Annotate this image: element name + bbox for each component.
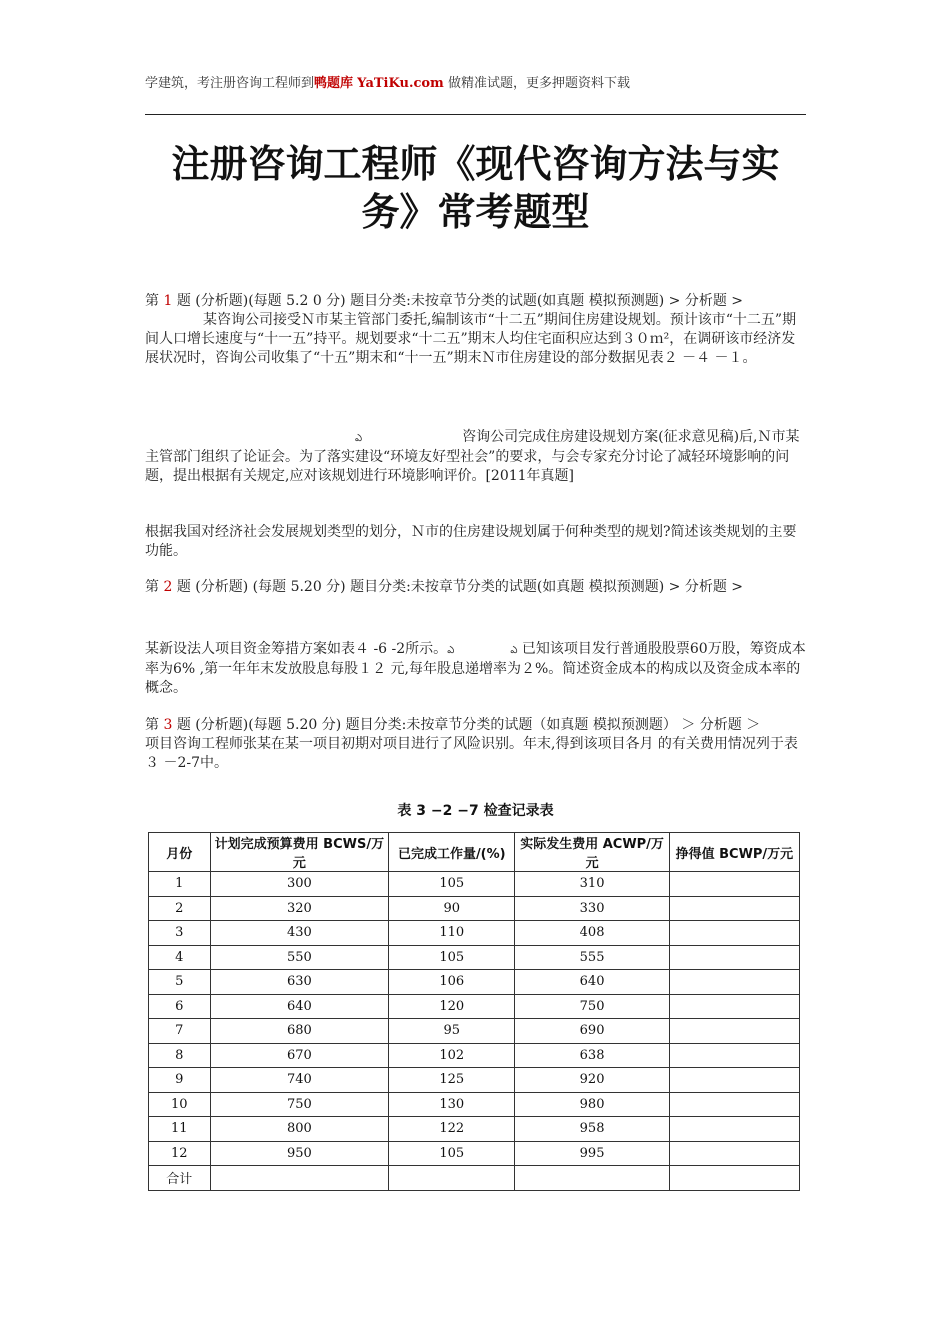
cell-month: 4	[149, 945, 211, 970]
table-row	[149, 994, 800, 1019]
cell-month: 10	[149, 1092, 211, 1117]
cell-month: 8	[149, 1043, 211, 1068]
table-row	[149, 1117, 800, 1142]
cell-month: 3	[149, 921, 211, 946]
check-record-table	[148, 832, 800, 1191]
cell-acwp: 958	[515, 1117, 669, 1142]
image-placeholder-icon: ఎ	[355, 433, 363, 444]
cell-total-empty	[515, 1166, 669, 1191]
table-row	[149, 1092, 800, 1117]
question-3	[145, 716, 806, 773]
col-header-bcws: 计划完成预算费用 BCWS/万元	[210, 833, 389, 872]
cell-acwp: 995	[515, 1141, 669, 1166]
col-header-acwp: 实际发生费用 ACWP/万元	[515, 833, 669, 872]
q3-head-prefix: 第	[145, 717, 159, 733]
header-suffix: 做精准试题，更多押题资料下载	[447, 76, 630, 91]
q1-number: 1	[163, 293, 173, 309]
cell-acwp: 555	[515, 945, 669, 970]
cell-total-empty	[389, 1166, 515, 1191]
cell-bcwp	[669, 1092, 799, 1117]
header-prefix: 学建筑，考注册咨询工程师到	[145, 76, 315, 91]
cell-bcwp	[669, 1117, 799, 1142]
cell-pct: 110	[389, 921, 515, 946]
cell-pct: 105	[389, 945, 515, 970]
table-row	[149, 1141, 800, 1166]
image-placeholder-icon: ఎ	[447, 645, 455, 656]
cell-acwp: 920	[515, 1068, 669, 1093]
col-header-month: 月份	[149, 833, 211, 872]
cell-bcws: 630	[210, 970, 389, 995]
table-row	[149, 921, 800, 946]
cell-bcwp	[669, 994, 799, 1019]
cell-acwp: 750	[515, 994, 669, 1019]
cell-bcws: 950	[210, 1141, 389, 1166]
q2-head-prefix: 第	[145, 579, 159, 595]
table-caption: 表 3 −2 −7 检查记录表	[397, 803, 554, 819]
cell-bcwp	[669, 945, 799, 970]
table-row	[149, 945, 800, 970]
cell-total-empty	[669, 1166, 799, 1191]
document-title: 注册咨询工程师《现代咨询方法与实务》常考题型	[171, 142, 780, 234]
cell-bcwp	[669, 1019, 799, 1044]
q3-number: 3	[163, 717, 173, 733]
cell-month: 1	[149, 872, 211, 897]
cell-month: 12	[149, 1141, 211, 1166]
cell-bcwp	[669, 872, 799, 897]
cell-month: 5	[149, 970, 211, 995]
cell-bcws: 430	[210, 921, 389, 946]
col-header-pct: 已完成工作量/(%)	[389, 833, 515, 872]
table-total-row	[149, 1166, 800, 1191]
cell-bcws: 670	[210, 1043, 389, 1068]
cell-acwp: 640	[515, 970, 669, 995]
cell-bcwp	[669, 1043, 799, 1068]
cell-pct: 90	[389, 896, 515, 921]
header-site-link[interactable]: YaTiKu.com	[357, 76, 444, 91]
header-divider	[145, 114, 806, 115]
table-row	[149, 970, 800, 995]
cell-pct: 95	[389, 1019, 515, 1044]
q3-body: 项目咨询工程师张某在某一项目初期对项目进行了风险识别。年末,得到该项目各月 的有关费用情况列于表３ －2-7中。	[145, 736, 798, 771]
cell-month: 7	[149, 1019, 211, 1044]
q1-body: 某咨询公司接受Ｎ市某主管部门委托,编制该市“十二五”期间住房建设规划。预计该市“十二五”期间人口增长速度与“十一五”持平。规划要求“十二五”期末人均住宅面积应达到３０ｍ²，在调研该市经济发展状况时，咨询公司收集了“十五”期末和“十一五”期末Ｎ市住房建设的部分数据见表２ －４ －１。	[145, 312, 797, 366]
cell-month: 9	[149, 1068, 211, 1093]
cell-month: 2	[149, 896, 211, 921]
table-header-row	[149, 833, 800, 872]
cell-month: 6	[149, 994, 211, 1019]
cell-bcws: 550	[210, 945, 389, 970]
cell-pct: 130	[389, 1092, 515, 1117]
cell-pct: 102	[389, 1043, 515, 1068]
cell-bcws: 750	[210, 1092, 389, 1117]
question-1	[145, 292, 806, 368]
cell-pct: 122	[389, 1117, 515, 1142]
cell-acwp: 330	[515, 896, 669, 921]
q2-number: 2	[163, 579, 173, 595]
cell-acwp: 638	[515, 1043, 669, 1068]
col-header-bcwp: 挣得值 BCWP/万元	[669, 833, 799, 872]
cell-acwp: 980	[515, 1092, 669, 1117]
cell-bcwp	[669, 921, 799, 946]
cell-bcwp	[669, 970, 799, 995]
q2-body-b: 已知该项目发行普通股股票60万股，筹资成本率为6% ,第一年年末发放股息每股１２ 元,每年股息递增率为２%。简述资金成本的构成以及资金成本率的概念。	[145, 641, 806, 696]
cell-bcws: 320	[210, 896, 389, 921]
cell-pct: 105	[389, 872, 515, 897]
q1-head-prefix: 第	[145, 293, 159, 309]
q1-body2-block	[145, 428, 806, 486]
cell-month: 11	[149, 1117, 211, 1142]
table-row	[149, 896, 800, 921]
cell-pct: 125	[389, 1068, 515, 1093]
cell-bcws: 300	[210, 872, 389, 897]
cell-acwp: 310	[515, 872, 669, 897]
q2-body-a: 某新设法人项目资金筹措方案如表４ -6 -2所示。	[145, 641, 448, 657]
cell-pct: 106	[389, 970, 515, 995]
table-row	[149, 1068, 800, 1093]
page-header	[145, 72, 805, 91]
cell-bcwp	[669, 896, 799, 921]
table-row	[149, 872, 800, 897]
table-row	[149, 1043, 800, 1068]
cell-bcws: 800	[210, 1117, 389, 1142]
cell-bcwp	[669, 1141, 799, 1166]
cell-total-label: 合计	[149, 1166, 211, 1191]
cell-pct: 120	[389, 994, 515, 1019]
q1-body2: 咨询公司完成住房建设规划方案(征求意见稿)后,Ｎ市某主管部门组织了论证会。为了落实建设“环境友好型社会”的要求，与会专家充分讨论了减轻环境影响的问题，提出根据有关规定,应对该规划进行环境影响评价。[2011年真题]	[145, 429, 800, 484]
image-placeholder-icon: ఎ	[510, 645, 518, 656]
question-2-body	[145, 640, 806, 698]
question-2-head	[145, 578, 806, 597]
table-row	[149, 1019, 800, 1044]
q1-head: 题 (分析题)(每题 5.2 0 分) 题目分类:未按章节分类的试题(如真题 模拟预测题) > 分析题 >	[176, 293, 743, 309]
cell-bcws: 640	[210, 994, 389, 1019]
q2-head: 题 (分析题) (每题 5.20 分) 题目分类:未按章节分类的试题(如真题 模拟预测题) > 分析题 >	[176, 579, 743, 595]
cell-acwp: 690	[515, 1019, 669, 1044]
cell-total-empty	[210, 1166, 389, 1191]
q3-head: 题 (分析题)(每题 5.20 分) 题目分类:未按章节分类的试题（如真题 模拟预测题） ＞ 分析题 ＞	[176, 717, 761, 733]
header-brand[interactable]: 鸭题库	[314, 76, 354, 91]
cell-acwp: 408	[515, 921, 669, 946]
cell-bcws: 680	[210, 1019, 389, 1044]
cell-bcws: 740	[210, 1068, 389, 1093]
q1-question: 根据我国对经济社会发展规划类型的划分，Ｎ市的住房建设规划属于何种类型的规划?简述该类规划的主要功能。	[145, 524, 797, 559]
cell-pct: 105	[389, 1141, 515, 1166]
cell-bcwp	[669, 1068, 799, 1093]
